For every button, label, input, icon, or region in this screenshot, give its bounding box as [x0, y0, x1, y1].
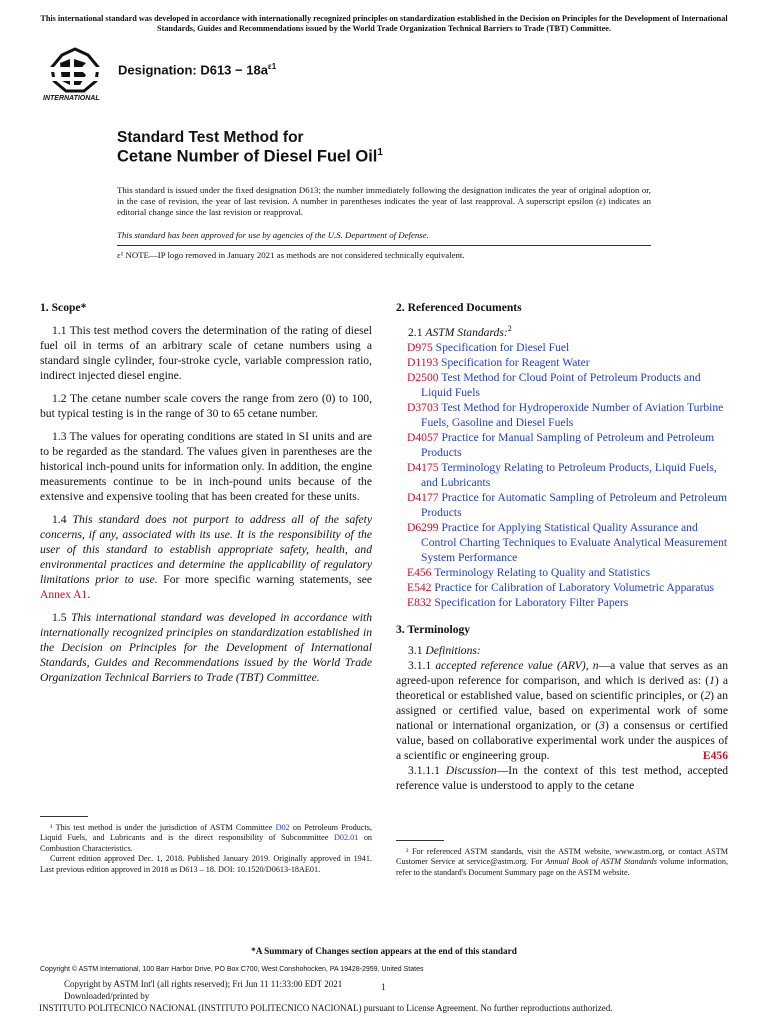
definitions-text: Definitions:	[425, 643, 481, 657]
reference-item[interactable]	[396, 520, 728, 565]
discussion-label: Discussion	[445, 763, 497, 777]
reference-item[interactable]	[396, 460, 728, 490]
arv-text-d: ) a consensus or certified value, based on collaborative experimental work under the auspices of a scientific or engineering group.	[396, 718, 728, 762]
para-1-5	[40, 610, 372, 685]
footnote-1-edition: Current edition approved Dec. 1, 2018. Published January 2019. Originally approved in 1941. Last previous edition approved in 2018 as D613 – 18. DOI: 10.1520/D0613-18AE01.	[40, 854, 372, 874]
footnote-2-text	[396, 847, 728, 878]
para-1-4-italic: This standard does not purport to address all of the safety concerns, if any, associated with its use. It is the responsibility of the user of this standard to establish appropriate safety, health, and environmental practices and determine the applicability of regulatory limitations prior to use.	[40, 513, 373, 586]
ref-title[interactable]: Specification for Diesel Fuel	[435, 340, 570, 354]
astm-standards-label	[396, 321, 728, 340]
sub-label: ASTM Standards:	[425, 325, 508, 339]
designation	[118, 62, 276, 77]
para-1-1: 1.1 This test method covers the determination of the rating of diesel fuel oil in terms of an arbitrary scale of cetane numbers using a standard single cylinder, four-stroke cycle, variable compression ratio, indirect injected diesel engine.	[40, 324, 372, 382]
sub-footnote-mark: 2	[507, 324, 512, 333]
reference-item[interactable]	[396, 565, 728, 580]
para-1-2: 1.2 The cetane number scale covers the range from zero (0) to 100, but typical testing is in the range of 30 to 65 cetane number.	[40, 392, 372, 420]
definition-arv	[396, 658, 728, 763]
footnote-1-part-b: on Petroleum Products, Liquid Fuels, and Lubricants and is the direct responsibility of Subcommittee	[40, 823, 372, 843]
footnote-2-italic: Annual Book of ASTM Standards	[545, 857, 657, 867]
arv-item-2: 2	[704, 688, 711, 702]
discussion-arv	[396, 763, 728, 793]
arv-text-a: —a value that serves as an agreed-upon reference for comparison, and which is derived as: (	[396, 658, 728, 687]
ref-title[interactable]: Practice for Calibration of Laboratory Volumetric Apparatus	[434, 580, 715, 594]
ref-code[interactable]: D3703	[407, 400, 439, 414]
subcommittee-link[interactable]: D02.01	[333, 833, 359, 843]
ref-title[interactable]: Practice for Automatic Sampling of Petroleum and Petroleum Products	[421, 490, 728, 519]
scope-section	[40, 300, 372, 685]
ref-code[interactable]: D1193	[407, 355, 439, 369]
summary-of-changes-note: *A Summary of Changes section appears at the end of this standard	[251, 946, 517, 956]
title-line-2	[117, 147, 383, 167]
reference-list	[396, 340, 728, 610]
reference-item[interactable]	[396, 370, 728, 400]
arv-item-1: 1	[709, 673, 715, 687]
reference-item[interactable]	[396, 595, 728, 610]
reference-item[interactable]	[396, 400, 728, 430]
arv-text-b: ) a theoretical or established value, based on scientific principles, or (	[396, 673, 728, 702]
para-1-4-tail: For more specific warning statements, see	[157, 573, 372, 586]
reference-item[interactable]	[396, 430, 728, 460]
reference-item[interactable]	[396, 580, 728, 595]
footnote-1-text	[40, 823, 372, 854]
divider	[117, 245, 651, 246]
designation-epsilon: ε1	[267, 62, 277, 71]
title-text: Cetane Number of Diesel Fuel Oil	[117, 147, 378, 166]
title-line-1: Standard Test Method for	[117, 129, 304, 146]
definitions-label	[396, 643, 728, 658]
reference-item[interactable]	[396, 490, 728, 520]
footer-line-2: Downloaded/printed by	[64, 991, 150, 1001]
astm-logo	[40, 47, 110, 107]
terminology-heading: 3. Terminology	[396, 622, 471, 636]
committee-d02-link[interactable]: D02	[275, 823, 290, 832]
ref-title[interactable]: Terminology Relating to Petroleum Products, Liquid Fuels, and Lubricants	[421, 460, 717, 489]
e456-link[interactable]: E456	[702, 748, 728, 762]
para-1-4-number: 1.4	[52, 513, 73, 526]
ref-title[interactable]: Specification for Laboratory Filter Papers	[434, 595, 629, 609]
fixed-designation-note: This standard is issued under the fixed designation D613; the number immediately following the designation indicates the year of original adoption or, in the case of revision, the year of last revision. A number in parentheses indicates the year of last reapproval. A superscript epsilon (ε) indicates an editorial change since the last revision or reapproval.	[117, 185, 651, 217]
discussion-text: —In the context of this test method, accepted reference value is understood to apply to the cetane	[396, 763, 729, 792]
designation-label: Designation: D613 − 18a	[118, 62, 268, 78]
ref-title[interactable]: Practice for Applying Statistical Quality Assurance and Control Charting Techniques to Evaluate Analytical Measurement System Performance	[421, 520, 728, 564]
annex-a1-link[interactable]: Annex A1	[40, 588, 88, 601]
title-footnote-mark: 1	[377, 147, 383, 158]
arv-term: accepted reference value (ARV), n	[435, 658, 599, 672]
ref-title[interactable]: Test Method for Hydroperoxide Number of Aviation Turbine Fuels, Gasoline and Diesel Fuels	[421, 400, 724, 429]
footnote-2-part-b: volume information, refer to the standard's Document Summary page on the ASTM website.	[396, 857, 729, 877]
para-1-3: 1.3 The values for operating conditions are stated in SI units and are to be regarded as the standard. The values given in parentheses are the historical inch-pound units for information only. In addition, the engine measurements continue to be in inch-pound units because of the extensive and expensive tooling that has been created for these units.	[40, 430, 372, 503]
scope-heading: 1. Scope*	[40, 301, 87, 314]
copyright-line: Copyright © ASTM International, 100 Barr Harbor Drive, PO Box C700, West Conshohocken, PA 19428-2959. United States	[40, 966, 424, 973]
footnote-rule	[40, 816, 88, 817]
para-1-5-number: 1.5	[52, 611, 72, 624]
ref-code[interactable]: E832	[407, 595, 432, 609]
footnote-1	[40, 816, 372, 875]
referenced-documents-heading: 2. Referenced Documents	[396, 301, 522, 314]
sub-number: 2.1	[408, 325, 426, 339]
ref-code[interactable]: D975	[407, 340, 433, 354]
epsilon-note: ε¹ NOTE—IP logo removed in January 2021 as methods are not considered technically equivalent.	[117, 250, 465, 260]
ref-title[interactable]: Terminology Relating to Quality and Statistics	[434, 565, 651, 579]
page-number: 1	[381, 982, 386, 992]
dod-approval-note: This standard has been approved for use by agencies of the U.S. Department of Defense.	[117, 230, 429, 240]
footnote-1-part-a: ¹ This test method is under the jurisdiction of ASTM Committee	[50, 823, 276, 832]
ref-code[interactable]: E456	[407, 565, 432, 579]
footer-line-3: INSTITUTO POLITECNICO NACIONAL (INSTITUTO POLITECNICO NACIONAL) pursuant to License Agreement. No further reproductions authorized.	[39, 1003, 613, 1013]
reference-item[interactable]	[396, 340, 728, 355]
para-1-4: 1.4 This standard does not purport to address all of the safety concerns, if any, associated with its use. It is the responsibility of the user of this standard to establish appropriate safety, health, and environmental practices and determine the applicability of regulatory limitations prior to use. For more specific warning statements, see Annex A1.	[40, 513, 373, 601]
para-1-5-italic: This international standard was developed in accordance with internationally recognized principles on standardization established in the Decision on Principles for the Development of International Standards, Guides and Recommendations issued by the World Trade Organization Technical Barriers to Trade (TBT) Committee.	[40, 611, 372, 684]
definitions-number: 3.1	[408, 643, 426, 657]
download-footer	[39, 978, 613, 1014]
right-column	[396, 300, 728, 793]
footnote-1-part-c: on Combustion Characteristics.	[40, 833, 373, 853]
ref-code[interactable]: D6299	[407, 520, 439, 534]
ref-title[interactable]: Test Method for Cloud Point of Petroleum Products and Liquid Fuels	[421, 370, 701, 399]
ref-title[interactable]: Specification for Reagent Water	[441, 355, 590, 369]
ref-code[interactable]: D4175	[407, 460, 439, 474]
footnote-2-part-a: ² For referenced ASTM standards, visit the ASTM website, www.astm.org, or contact ASTM Customer Service at service@astm.org. For	[396, 847, 728, 867]
arv-text-c: ) an assigned or certified value, based on experimental work of some national or international organization, or (	[396, 688, 728, 732]
ref-code[interactable]: D4057	[407, 430, 439, 444]
arv-number: 3.1.1	[408, 658, 436, 672]
arv-item-3: 3	[599, 718, 605, 732]
logo-wordmark: INTERNATIONAL	[43, 95, 100, 102]
ref-code[interactable]: E542	[407, 580, 432, 594]
discussion-number: 3.1.1.1	[408, 763, 446, 777]
ref-title[interactable]: Practice for Manual Sampling of Petroleum and Petroleum Products	[421, 430, 715, 459]
ref-code[interactable]: D4177	[407, 490, 439, 504]
reference-item[interactable]	[396, 355, 728, 370]
tbt-notice: This international standard was developed in accordance with internationally recognized principles on standardization established in the Decision on Principles for the Development of International Standards, Guides and Recommendations issued by the World Trade Organization Technical Barriers to Trade (TBT) Committee.	[40, 14, 728, 33]
footnote-rule	[396, 840, 444, 841]
ref-code[interactable]: D2500	[407, 370, 439, 384]
footer-line-1: Copyright by ASTM Int'l (all rights reserved); Fri Jun 11 11:33:00 EDT 2021	[64, 979, 343, 989]
footnote-2	[396, 840, 728, 878]
